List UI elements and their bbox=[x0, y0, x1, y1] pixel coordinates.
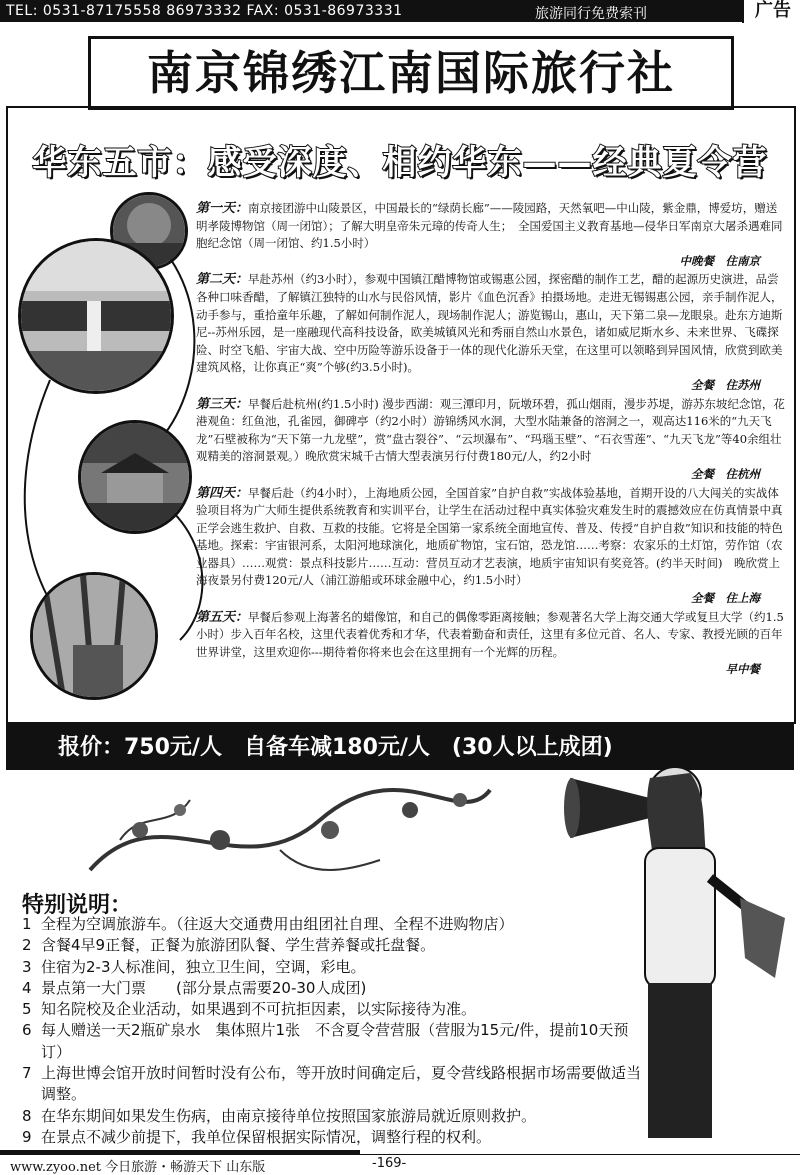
day-4 bbox=[196, 485, 786, 608]
tour-subtitle: 华东五市：感受深度、相约华东——经典夏令营 bbox=[32, 143, 768, 183]
day-label: 第二天： bbox=[196, 272, 249, 288]
list-item bbox=[22, 914, 642, 935]
note-text: 在华东期间如果发生伤病，由南京接待单位按照国家旅游局就近原则救护。 bbox=[41, 1106, 537, 1125]
note-text: 在景点不减少前提下，我单位保留根据实际情况，调整行程的权利。 bbox=[41, 1127, 492, 1146]
day-label: 第三天： bbox=[196, 396, 249, 412]
list-item bbox=[22, 1127, 642, 1148]
ad-tag: 广告 bbox=[742, 0, 800, 23]
day-1 bbox=[196, 200, 786, 270]
day-text: 早赴苏州（约3小时），参观中国镇江醋博物馆或锡惠公园，探密醋的制作工艺，醋的起源历史演进，品尝各种口味香醋，了解镇江独特的山水与民俗风情，影片《血色沉香》拍摄场地。走进无锡锡惠公园，亲手制作泥人，动手参与，重拾童年乐趣，了解如何制作泥人，现场制作泥人；游览锡山，惠山，天下第二泉—龙眼泉。赴东方迪斯尼--苏州乐园，是一座融现代高科技设备，欧美城镇风光和秀丽自然山水景色，诸如威尼斯水乡、未来世界、飞碟探险、时空飞船、宇宙大战、空中历险等游乐设备于一体的现代化游乐天堂，在这里可以领略到异国风情，欣赏到欧美建筑风格，让你真正“爽”个够(约3.5小时)。 bbox=[196, 272, 783, 375]
note-text: 景点第一大门票 (部分景点需要20-30人成团) bbox=[41, 978, 367, 997]
day-text: 早餐后赴杭州(约1.5小时) 漫步西湖：观三潭印月，阮墩环碧，孤山烟雨，漫步苏堤，游苏东坡纪念馆，花港观鱼：红鱼池，孔雀园，御碑亭（约2小时）游锦绣风水洞，大型水陆兼备的溶洞之一，观高达116米的“九天飞龙”石壁被称为“天下第一九龙壁”，赏“盘古裂谷”、“云坝瀑布”、“玛瑙玉壁”、“石衣雪莲”、“九天飞龙”等40余组壮观精美的溶洞景观。）晚欣赏宋城千古情大型表演另行付费180元/人，约2小时 bbox=[196, 396, 785, 464]
note-text: 全程为空调旅游车。（往返大交通费用由组团社自理、全程不进购物店） bbox=[41, 915, 514, 933]
note-number: 7 bbox=[22, 1064, 32, 1083]
day-label: 第五天： bbox=[196, 609, 249, 625]
note-text: 每人赠送一天2瓶矿泉水 集体照片1张 不含夏令营营服（营服为15元/件，提前10天预订） bbox=[41, 1021, 629, 1061]
contact-numbers: TEL: 0531-87175558 86973332 FAX: 0531-86973331 bbox=[6, 3, 403, 19]
note-text: 知名院校及企业活动，如果遇到不可抗拒因素，以实际接待为准。 bbox=[41, 1000, 477, 1019]
list-item bbox=[22, 999, 642, 1020]
notes-title: 特别说明： bbox=[22, 893, 133, 918]
list-item bbox=[22, 957, 642, 978]
list-item bbox=[22, 1106, 642, 1127]
note-number: 3 bbox=[22, 957, 32, 976]
agency-title: 南京锦绣江南国际旅行社 bbox=[88, 36, 734, 110]
day-label: 第一天： bbox=[196, 201, 249, 216]
note-number: 6 bbox=[22, 1021, 32, 1040]
forest-path-photo bbox=[30, 572, 158, 700]
note-number: 1 bbox=[22, 915, 32, 933]
day-meal: 全餐 住上海 bbox=[691, 591, 760, 606]
itinerary-list bbox=[196, 200, 786, 680]
day-meal: 全餐 住苏州 bbox=[691, 377, 760, 392]
list-item bbox=[22, 1063, 642, 1106]
day-label: 第四天： bbox=[196, 485, 249, 501]
day-meal: 全餐 住杭州 bbox=[691, 466, 760, 481]
day-text: 早餐后赴（约4小时），上海地质公园，全国首家”自护自救”实战体验基地，首期开设的八大闯关的实战体验项目将为广大师生提供系统教育和实训平台，让学生在活动过程中真实体验灾难发生时的震撼效应在仿真情景中真正学会逃生救护、自救、互救的技能。它将是全国第一家系统全面地宣传、普及、传授“自护自救”知识和技能的特色基地。探索：宇宙银河系，太阳河地球演化，地质矿物馆，宝石馆，恐龙馆……考察：农家乐的土灯馆，劳作馆（农业器具）……观赏：景点科技影片……互动：营员互动才艺表演，地质宇宙知识有奖竞答。(约半天时间) 晚欣赏上海夜景另付费120元/人（浦江游船或环球金融中心，约1.5小时） bbox=[196, 485, 783, 588]
footer-site: www.zyoo.net 今日旅游・畅游天下 山东版 bbox=[10, 1160, 266, 1175]
note-number: 5 bbox=[22, 1000, 32, 1019]
note-text: 含餐4早9正餐，正餐为旅游团队餐、学生营养餐或托盘餐。 bbox=[41, 936, 436, 955]
page-footer bbox=[0, 1154, 800, 1173]
note-number: 9 bbox=[22, 1127, 32, 1146]
list-item bbox=[22, 978, 642, 999]
day-meal: 中晚餐 住南京 bbox=[679, 253, 760, 268]
note-number: 8 bbox=[22, 1106, 32, 1125]
day-3 bbox=[196, 396, 786, 484]
floral-vine-decoration bbox=[80, 770, 500, 890]
day-text: 早餐后参观上海著名的蜡像馆，和自己的偶像零距离接触；参观著名大学上海交通大学或复旦大学（约1.5小时）步入百年名校，这里代表着优秀和才华，代表着勤奋和责任，这里有多位元首、名人、专家、教授光顾的百年世界讲堂，这里欢迎你---期待着你将来也会在这里拥有一个光辉的历程。 bbox=[196, 609, 784, 659]
page-number: -169- bbox=[372, 1156, 407, 1171]
free-catalog-slogan: 旅游同行免费索刊 bbox=[535, 6, 647, 22]
top-contact-bar bbox=[0, 0, 800, 22]
price-text: 报价：750元/人 自备车减180元/人 (30人以上成团) bbox=[58, 735, 613, 760]
day-text: 南京接团游中山陵景区，中国最长的“绿荫长廊”——陵园路，天然氧吧—中山陵，紫金鼎，博爱坊，赠送明孝陵博物馆（周一闭馆）；了解大明皇帝朱元璋的传奇人生； 全国爱国主义教育基地—侵华日军南京大屠杀遇难同胞纪念馆（周一闭馆、约1.5小时） bbox=[196, 201, 783, 251]
special-notes-list bbox=[22, 914, 642, 1148]
note-text: 住宿为2-3人标准间，独立卫生间，空调，彩电。 bbox=[41, 957, 366, 976]
statue-garden-photo bbox=[18, 238, 174, 394]
list-item bbox=[22, 1020, 642, 1063]
day-2 bbox=[196, 271, 786, 394]
pavilion-photo bbox=[78, 420, 192, 534]
note-number: 4 bbox=[22, 978, 32, 997]
note-number: 2 bbox=[22, 936, 32, 955]
note-text: 上海世博会馆开放时间暂时没有公布，等开放时间确定后，夏令营线路根据市场需要做适当调整。 bbox=[41, 1064, 642, 1104]
list-item bbox=[22, 935, 642, 956]
day-5 bbox=[196, 609, 786, 679]
day-meal: 早中餐 bbox=[725, 662, 760, 677]
